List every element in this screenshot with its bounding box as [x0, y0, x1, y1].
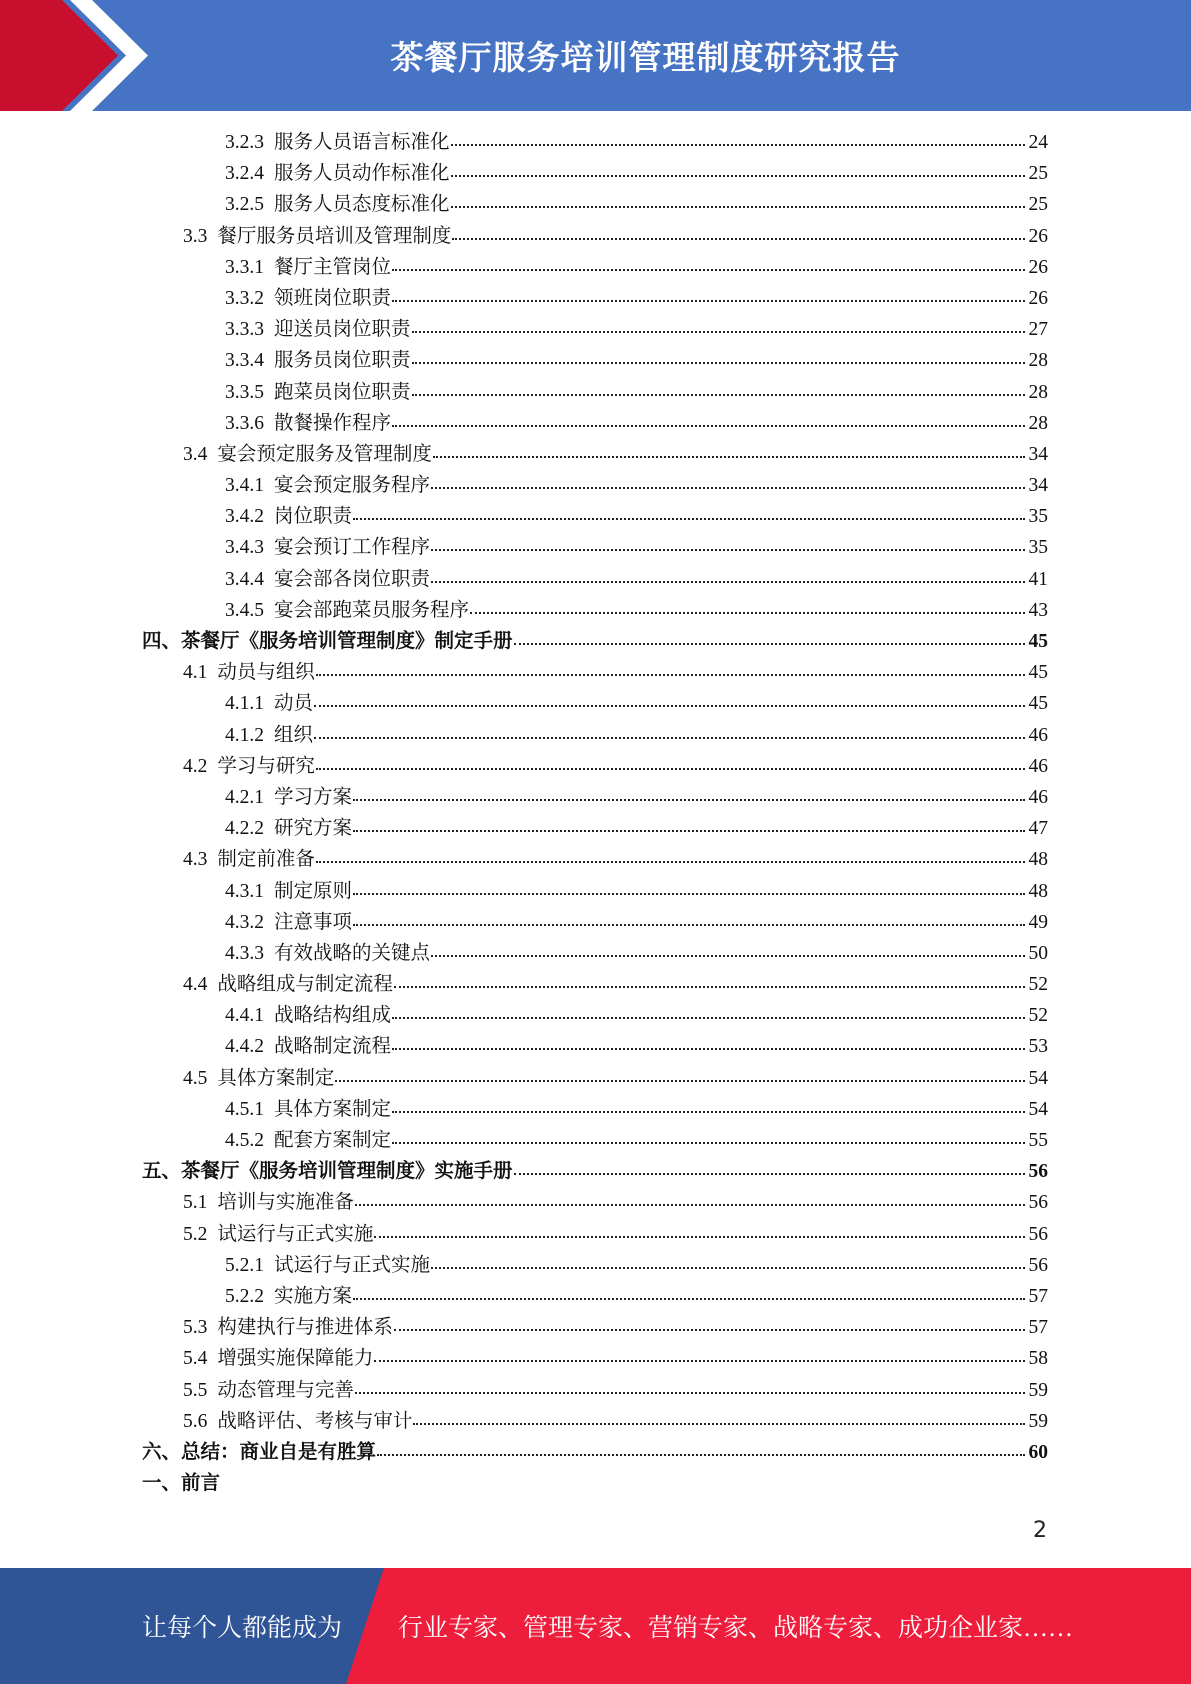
toc-dot-leader	[431, 487, 1025, 489]
toc-entry-title: 宴会预定服务程序	[274, 475, 431, 497]
toc-entry-number: 5.2.1	[225, 1254, 264, 1276]
toc-entry[interactable]	[0, 564, 1191, 595]
toc-dot-leader	[412, 362, 1025, 364]
page-number: 2	[1033, 1518, 1047, 1543]
toc-entry[interactable]	[0, 1343, 1191, 1374]
toc-entry-title: 具体方案制定	[274, 1098, 392, 1120]
toc-entry-page: 28	[1028, 350, 1048, 372]
toc-entry-page: 53	[1028, 1036, 1048, 1058]
toc-entry-number: 3.4.3	[225, 537, 264, 559]
toc-entry-title: 动态管理与完善	[217, 1379, 354, 1401]
toc-entry-page: 46	[1028, 786, 1048, 808]
toc-dot-leader	[353, 893, 1025, 895]
toc-entry-page: 34	[1028, 475, 1048, 497]
toc-entry-number: 4.5.2	[225, 1130, 264, 1151]
toc-entry[interactable]	[0, 501, 1191, 532]
toc-entry-number: 3.3.6	[225, 412, 264, 434]
table-of-contents	[0, 127, 1191, 1499]
toc-entry-title: 战略结构组成	[274, 1005, 392, 1027]
toc-entry[interactable]	[0, 221, 1191, 252]
toc-entry-number: 4.3.2	[225, 911, 264, 933]
footer-slogan-left: 让每个人都能成为	[142, 1615, 343, 1642]
toc-entry-page: 24	[1028, 132, 1048, 153]
toc-dot-leader	[353, 799, 1025, 801]
toc-entry-title: 试运行与正式实施	[274, 1254, 431, 1276]
toc-dot-leader	[470, 612, 1025, 614]
toc-dot-leader	[413, 1423, 1025, 1425]
toc-dot-leader	[353, 1298, 1025, 1300]
toc-entry-number: 3.3.2	[225, 287, 264, 309]
toc-entry-number: 五、	[142, 1161, 182, 1183]
toc-entry-title: 制定前准备	[217, 849, 315, 871]
toc-dot-leader	[431, 549, 1025, 551]
toc-entry-page: 34	[1028, 443, 1048, 465]
toc-entry-title: 总结：商业自是有胜算	[181, 1441, 377, 1463]
toc-entry-page: 56	[1028, 1192, 1048, 1214]
toc-entry-number: 4.1.2	[225, 724, 264, 746]
toc-entry-number: 3.3.1	[225, 256, 264, 278]
toc-entry-title: 组织	[274, 724, 314, 746]
toc-entry-page: 56	[1028, 1254, 1048, 1276]
toc-entry-title: 服务人员语言标准化	[274, 132, 450, 153]
toc-entry-page: 52	[1028, 974, 1048, 996]
toc-entry[interactable]	[0, 1063, 1191, 1094]
toc-entry-number: 3.4.1	[225, 475, 264, 497]
toc-entry-title: 研究方案	[274, 818, 353, 840]
toc-entry-page: 59	[1028, 1379, 1048, 1401]
toc-dot-leader	[431, 581, 1025, 583]
toc-entry-number: 4.5.1	[225, 1098, 264, 1120]
toc-dot-leader	[377, 1454, 1025, 1456]
toc-entry-page: 46	[1028, 724, 1048, 746]
toc-entry-page: 28	[1028, 381, 1048, 403]
toc-entry-page: 54	[1028, 1098, 1048, 1120]
toc-entry-number: 4.2.1	[225, 786, 264, 808]
toc-entry-page: 57	[1028, 1285, 1048, 1307]
toc-dot-leader	[335, 1080, 1025, 1082]
toc-entry-title: 宴会部各岗位职责	[274, 568, 431, 590]
toc-entry-number: 3.4.5	[225, 599, 264, 621]
toc-entry-page: 56	[1028, 1161, 1048, 1183]
toc-entry-page: 28	[1028, 412, 1048, 434]
toc-entry[interactable]	[0, 1156, 1191, 1187]
toc-entry[interactable]	[0, 1031, 1191, 1062]
toc-dot-leader	[392, 1142, 1025, 1144]
toc-entry-number: 5.4	[183, 1348, 208, 1370]
toc-entry-number: 3.3	[183, 225, 208, 247]
toc-entry-number: 4.5	[183, 1067, 208, 1089]
toc-entry-number: 4.3.3	[225, 942, 264, 964]
toc-entry[interactable]	[0, 1437, 1191, 1468]
toc-entry-number: 4.4.2	[225, 1036, 264, 1058]
toc-entry-title: 学习与研究	[217, 755, 315, 777]
toc-entry[interactable]	[0, 720, 1191, 751]
toc-entry-page: 26	[1028, 225, 1048, 247]
toc-entry-page: 58	[1028, 1348, 1048, 1370]
toc-entry-page: 25	[1028, 163, 1048, 185]
toc-entry-page: 56	[1028, 1223, 1048, 1245]
toc-entry-title: 具体方案制定	[217, 1067, 335, 1089]
toc-entry-number: 3.2.4	[225, 163, 264, 185]
toc-entry-number: 5.2.2	[225, 1285, 264, 1307]
toc-entry-number: 3.2.5	[225, 194, 264, 216]
toc-dot-leader	[514, 1173, 1025, 1175]
toc-dot-leader	[451, 206, 1025, 208]
toc-entry-page: 49	[1028, 911, 1048, 933]
toc-dot-leader	[316, 674, 1025, 676]
toc-entry-title: 宴会预订工作程序	[274, 537, 431, 559]
toc-entry[interactable]	[0, 595, 1191, 626]
toc-entry[interactable]	[0, 1000, 1191, 1031]
toc-entry[interactable]	[0, 813, 1191, 844]
toc-entry-number: 4.3.1	[225, 880, 264, 902]
toc-dot-leader	[452, 238, 1025, 240]
toc-entry-number: 3.3.3	[225, 319, 264, 341]
toc-entry[interactable]	[0, 1125, 1191, 1156]
toc-entry[interactable]	[0, 1468, 1191, 1499]
toc-entry-number: 四、	[142, 631, 182, 652]
toc-dot-leader	[392, 425, 1025, 427]
toc-dot-leader	[353, 518, 1025, 520]
toc-entry-title: 动员	[274, 693, 314, 715]
toc-entry-number: 4.1	[183, 662, 208, 684]
toc-entry-page: 57	[1028, 1317, 1048, 1339]
toc-entry-number: 3.4	[183, 443, 208, 465]
toc-dot-leader	[394, 1329, 1025, 1331]
toc-dot-leader	[314, 705, 1025, 707]
toc-entry-title: 茶餐厅《服务培训管理制度》制定手册	[181, 631, 513, 652]
toc-entry-number: 4.2.2	[225, 818, 264, 840]
toc-dot-leader	[392, 1017, 1025, 1019]
toc-entry[interactable]	[0, 1312, 1191, 1343]
toc-entry-title: 试运行与正式实施	[217, 1223, 374, 1245]
toc-entry-number: 3.2.3	[225, 132, 264, 153]
toc-entry-page: 52	[1028, 1005, 1048, 1027]
toc-entry-title: 有效战略的关键点	[274, 942, 431, 964]
toc-entry-title: 迎送员岗位职责	[274, 319, 411, 341]
toc-entry-title: 注意事项	[274, 911, 353, 933]
toc-entry-page: 48	[1028, 849, 1048, 871]
toc-entry[interactable]	[0, 657, 1191, 688]
toc-entry[interactable]	[0, 844, 1191, 875]
toc-entry[interactable]	[0, 969, 1191, 1000]
toc-entry-title: 餐厅服务员培训及管理制度	[217, 225, 452, 247]
toc-entry-title: 宴会预定服务及管理制度	[217, 443, 432, 465]
toc-entry-number: 六、	[142, 1441, 182, 1463]
toc-entry-title: 战略制定流程	[274, 1036, 392, 1058]
toc-dot-leader	[374, 1360, 1025, 1362]
toc-entry-number: 4.1.1	[225, 693, 264, 715]
toc-dot-leader	[451, 175, 1025, 177]
toc-entry[interactable]	[0, 1250, 1191, 1281]
toc-entry[interactable]	[0, 470, 1191, 501]
toc-entry[interactable]	[0, 1094, 1191, 1125]
toc-entry-title: 战略组成与制定流程	[217, 974, 393, 996]
toc-dot-leader	[514, 643, 1025, 645]
footer-slogan-right: 行业专家、管理专家、营销专家、战略专家、成功企业家……	[398, 1615, 1074, 1642]
toc-dot-leader	[431, 955, 1025, 957]
toc-dot-leader	[392, 1048, 1025, 1050]
toc-entry[interactable]	[0, 1281, 1191, 1312]
toc-entry-title: 动员与组织	[217, 662, 315, 684]
toc-entry-page: 48	[1028, 880, 1048, 902]
toc-dot-leader	[353, 924, 1025, 926]
toc-entry-number: 5.2	[183, 1223, 208, 1245]
toc-entry[interactable]	[0, 782, 1191, 813]
toc-dot-leader	[314, 737, 1025, 739]
toc-entry-number: 4.4.1	[225, 1005, 264, 1027]
document-title: 茶餐厅服务培训管理制度研究报告	[390, 38, 901, 77]
toc-entry-page: 35	[1028, 506, 1048, 528]
toc-entry-title: 学习方案	[274, 786, 353, 808]
toc-dot-leader	[355, 1392, 1025, 1394]
toc-dot-leader	[412, 331, 1025, 333]
toc-entry-title: 配套方案制定	[274, 1130, 392, 1151]
toc-entry-page: 41	[1028, 568, 1048, 590]
page-footer	[0, 1568, 1191, 1684]
toc-dot-leader	[392, 269, 1025, 271]
toc-entry-title: 领班岗位职责	[274, 287, 392, 309]
toc-dot-leader	[433, 456, 1025, 458]
toc-entry[interactable]	[0, 688, 1191, 719]
toc-entry-title: 散餐操作程序	[274, 412, 392, 434]
toc-entry-number: 4.3	[183, 849, 208, 871]
toc-entry-title: 一、前言	[142, 1473, 221, 1495]
toc-entry[interactable]	[0, 252, 1191, 283]
toc-entry-page: 55	[1028, 1130, 1048, 1151]
toc-entry[interactable]	[0, 158, 1191, 189]
toc-entry-page: 35	[1028, 537, 1048, 559]
toc-entry-title: 制定原则	[274, 880, 353, 902]
toc-entry-page: 45	[1028, 693, 1048, 715]
toc-entry[interactable]	[0, 377, 1191, 408]
toc-dot-leader	[374, 1236, 1025, 1238]
toc-entry-number: 5.6	[183, 1410, 208, 1432]
toc-entry-number: 4.4	[183, 974, 208, 996]
toc-entry-page: 25	[1028, 194, 1048, 216]
toc-dot-leader	[316, 861, 1025, 863]
toc-entry-title: 增强实施保障能力	[217, 1348, 374, 1370]
toc-entry[interactable]	[0, 1219, 1191, 1250]
toc-entry-page: 47	[1028, 818, 1048, 840]
toc-entry[interactable]	[0, 283, 1191, 314]
toc-entry-page: 27	[1028, 319, 1048, 341]
toc-entry-number: 3.3.4	[225, 350, 264, 372]
toc-entry[interactable]	[0, 938, 1191, 969]
toc-entry-page: 45	[1028, 631, 1048, 652]
toc-entry[interactable]	[0, 876, 1191, 907]
toc-entry[interactable]	[0, 408, 1191, 439]
toc-dot-leader	[392, 1111, 1025, 1113]
toc-entry-title: 跑菜员岗位职责	[274, 381, 411, 403]
toc-entry[interactable]	[0, 1375, 1191, 1406]
toc-entry[interactable]	[0, 345, 1191, 376]
toc-dot-leader	[431, 1267, 1025, 1269]
toc-entry[interactable]	[0, 751, 1191, 782]
toc-entry-title: 实施方案	[274, 1285, 353, 1307]
toc-entry-page: 46	[1028, 755, 1048, 777]
header-arrow-decoration	[0, 0, 160, 111]
toc-entry-page: 54	[1028, 1067, 1048, 1089]
toc-entry-number: 3.3.5	[225, 381, 264, 403]
toc-entry-page: 26	[1028, 256, 1048, 278]
toc-entry-page: 45	[1028, 662, 1048, 684]
toc-entry-number: 5.1	[183, 1192, 208, 1214]
toc-entry[interactable]	[0, 1406, 1191, 1437]
page-header	[0, 0, 1191, 111]
toc-entry-page: 50	[1028, 942, 1048, 964]
toc-entry-number: 4.2	[183, 755, 208, 777]
toc-entry-page: 60	[1028, 1441, 1048, 1463]
toc-dot-leader	[392, 300, 1025, 302]
toc-entry[interactable]	[0, 626, 1191, 657]
toc-entry[interactable]	[0, 439, 1191, 470]
toc-entry-number: 5.5	[183, 1379, 208, 1401]
toc-dot-leader	[355, 1204, 1025, 1206]
toc-entry[interactable]	[0, 127, 1191, 158]
toc-entry[interactable]	[0, 907, 1191, 938]
toc-dot-leader	[353, 830, 1025, 832]
toc-entry[interactable]	[0, 189, 1191, 220]
toc-entry-title: 构建执行与推进体系	[217, 1317, 393, 1339]
toc-entry-title: 培训与实施准备	[217, 1192, 354, 1214]
toc-entry-title: 岗位职责	[274, 506, 353, 528]
toc-entry-title: 战略评估、考核与审计	[217, 1410, 413, 1432]
toc-entry-title: 服务人员态度标准化	[274, 194, 450, 216]
toc-entry-number: 3.4.2	[225, 506, 264, 528]
toc-entry-title: 餐厅主管岗位	[274, 256, 392, 278]
toc-entry-title: 宴会部跑菜员服务程序	[274, 599, 470, 621]
toc-entry-title: 茶餐厅《服务培训管理制度》实施手册	[181, 1161, 513, 1183]
toc-entry-number: 5.3	[183, 1317, 208, 1339]
toc-dot-leader	[451, 144, 1025, 146]
toc-entry-title: 服务人员动作标准化	[274, 163, 450, 185]
toc-dot-leader	[412, 394, 1025, 396]
toc-entry-number: 3.4.4	[225, 568, 264, 590]
toc-dot-leader	[394, 986, 1025, 988]
toc-entry[interactable]	[0, 314, 1191, 345]
toc-entry-page: 59	[1028, 1410, 1048, 1432]
toc-entry-page: 26	[1028, 287, 1048, 309]
toc-entry[interactable]	[0, 1187, 1191, 1218]
toc-dot-leader	[316, 768, 1025, 770]
toc-entry-page: 43	[1028, 599, 1048, 621]
toc-entry-title: 服务员岗位职责	[274, 350, 411, 372]
toc-entry[interactable]	[0, 532, 1191, 563]
